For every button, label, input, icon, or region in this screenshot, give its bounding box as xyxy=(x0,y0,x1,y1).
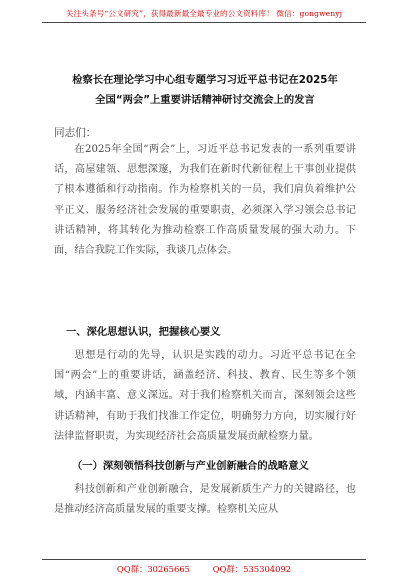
footer-qq-group-1: QQ群：30265665 xyxy=(116,564,190,574)
footer xyxy=(0,563,408,575)
paragraph-subsection-1: 科技创新和产业创新融合，是发展新质生产力的关键路径，也是推动经济高质量发展的重要支撑。检察机关应从 xyxy=(54,484,356,516)
paragraph-section-1: 思想是行动的先导，认识是实践的动力。习近平总书记在全国“两会”上的重要讲话，涵盖经济、科技、教育、民生等多个领域，内涵丰富、意义深远。对于我们检察机关而言，深刻领会这些讲话精神，有助于我们找准工作定位，明确努力方向，切实履行好法律监督职责，为实现经济社会高质量发展贡献检察力量。 xyxy=(54,350,356,442)
subsection-heading-1: （一）深刻领悟科技创新与产业创新融合的战略意义 xyxy=(72,460,309,472)
paragraph-intro: 在2025年全国“两会”上，习近平总书记发表的一系列重要讲话，高屋建瓴、思想深邃，为我们在新时代新征程上干事创业提供了根本遵循和行动指南。作为检察机关的一员，我们肩负着维护公平正义、服务经济社会发展的重要职责，必须深入学习领会总书记讲话精神，将其转化为推动检察工作高质量发展的强大动力。下面，结合我院工作实际，我谈几点体会。 xyxy=(54,144,356,257)
document-title-line-2: 全国“两会”上重要讲话精神研讨交流会上的发言 xyxy=(95,94,315,106)
document-title-line-1: 检察长在理论学习中心组专题学习习近平总书记在2025年 xyxy=(72,74,338,86)
header-divider xyxy=(42,22,366,23)
header-notice: 关注头条号“公文研究”，获得最新最全最专业的公文资料库！ 微信：gongwenyj xyxy=(65,9,343,18)
footer-divider xyxy=(42,559,366,560)
salutation: 同志们： xyxy=(54,127,97,139)
section-heading-1: 一、深化思想认识，把握核心要义 xyxy=(66,326,221,338)
footer-qq-group-2: QQ群：535304092 xyxy=(212,564,292,574)
